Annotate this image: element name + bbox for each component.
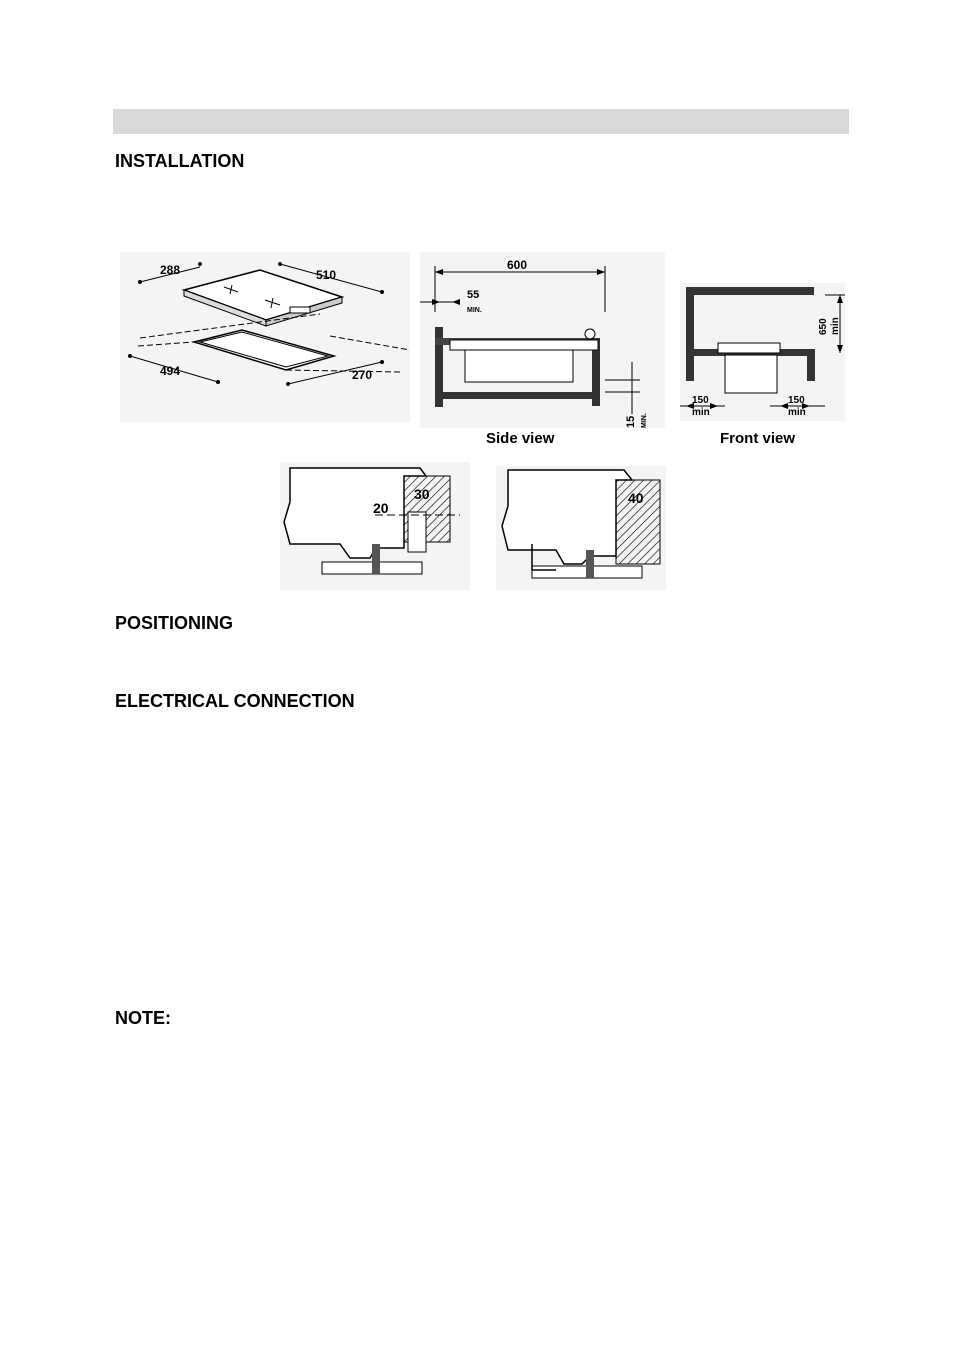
header-band	[113, 109, 849, 134]
section-40-diagram	[496, 466, 666, 590]
dim-650-min-label: min	[830, 317, 841, 335]
electrical-connection-heading: ELECTRICAL CONNECTION	[115, 691, 355, 711]
dim-150-right-min-label: min	[788, 407, 806, 418]
dim-510-label: 510	[316, 268, 337, 282]
positioning-heading: POSITIONING	[115, 613, 234, 633]
note-heading: NOTE:	[115, 1008, 171, 1028]
section-30-diagram	[280, 462, 470, 590]
dim-600-label: 600	[507, 258, 528, 272]
dim-20-label: 20	[373, 500, 389, 516]
dim-15-label: 15	[625, 415, 637, 428]
front-view-diagram	[680, 283, 845, 421]
dim-494-label: 494	[160, 364, 181, 378]
dim-650-label: 650	[818, 318, 829, 335]
dim-150-left-min-label: min	[692, 407, 710, 418]
front-view-caption: Front view	[720, 430, 796, 447]
dim-15-min-label: MIN.	[641, 413, 648, 428]
dim-150-left-label: 150	[692, 395, 709, 406]
dim-55-min-label: MIN.	[467, 307, 482, 314]
side-view-caption: Side view	[486, 430, 555, 447]
dim-270-label: 270	[352, 368, 373, 382]
dim-150-right-label: 150	[788, 395, 805, 406]
side-view-diagram	[420, 252, 665, 428]
hob-dimension-diagram	[120, 252, 410, 422]
installation-heading: INSTALLATION	[115, 151, 245, 171]
dim-288-label: 288	[160, 263, 181, 277]
dim-55-label: 55	[467, 289, 480, 301]
dim-30-label: 30	[414, 486, 430, 502]
dim-40-label: 40	[628, 490, 644, 506]
